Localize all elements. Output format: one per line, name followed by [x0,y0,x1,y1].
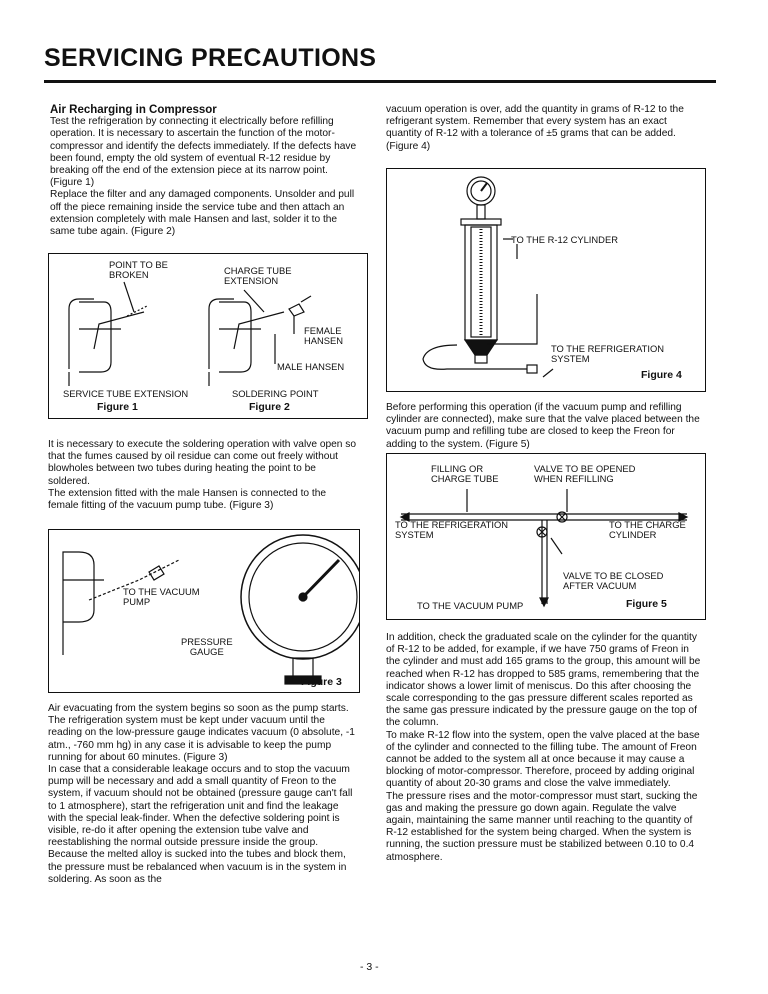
caption-figure-1: Figure 1 [97,401,138,413]
right-column-middle [386,402,704,451]
figure-4 [386,168,706,392]
caption-figure-2: Figure 2 [249,401,290,413]
left-paragraph-3: It is necessary to execute the soldering operation with valve open so that the fumes caused by oil residue can come out freely without blowholes between two tubes during heating the point to be soldered. [48,439,357,487]
label-filling-charge-tube: FILLING OR CHARGE TUBE [431,463,499,484]
label-female-hansen: FEMALE HANSEN [304,325,344,346]
caption-figure-5: Figure 5 [626,598,667,610]
left-paragraph-7: Because the melted alloy is sucked into the tubes and block them, the pressure must be rebalanced when vacuum is in the system in soldering. As soon as the [48,849,347,885]
label-service-tube-extension: SERVICE TUBE EXTENSION [63,388,189,399]
caption-figure-4: Figure 4 [641,369,682,381]
label-to-vacuum-pump: TO THE VACUUM PUMP [123,586,200,607]
caption-figure-3: Figure 3 [301,676,342,688]
left-paragraph-5: Air evacuating from the system begins so soon as the pump starts. The refrigeration system must be kept under vacuum until the reading on the low-pressure gauge indicates vacuum (0 absolute, -1 atm., -760 mm hg) in any case it is advisable to keep the pump running for about 60 minutes. (Figure 3) [48,703,355,763]
label-to-vacuum-pump: TO THE VACUUM PUMP [417,600,524,611]
figure-3 [48,529,360,693]
left-column-bottom [48,703,358,886]
label-male-hansen: MALE HANSEN [277,361,345,372]
left-column-top [50,104,358,238]
label-charge-tube-extension: CHARGE TUBE EXTENSION [224,265,292,286]
label-valve-closed: VALVE TO BE CLOSED AFTER VACUUM [563,570,664,591]
right-paragraph-4: To make R-12 flow into the system, open the valve placed at the base of the cylinder and connected to the filling tube. The amount of Freon cannot be added to the system all at once because it may cause a blocking of motor-compressor. Therefore, proceed by adding original quantity of about 20-30 grams and close the valve immediately. [386,729,700,790]
left-column-middle [48,439,358,512]
figure-5 [386,453,706,620]
page-title: SERVICING PRECAUTIONS [44,44,377,72]
label-to-r12-cylinder: TO THE R-12 CYLINDER [511,234,618,245]
right-paragraph-1: vacuum operation is over, add the quantity in grams of R-12 to the refrigerant system. Remember that every system has an exact quantity of R-12 with a tolerance of ±5 grams that can be added. (Figure 4) [386,104,684,152]
label-point-to-be-broken: POINT TO BE BROKEN [109,259,168,280]
left-paragraph-1: Test the refrigeration by connecting it electrically before refilling operation. It is necessary to ascertain the function of the motor-compressor and identify the defects immediately. If the defects have been found, empty the old system of eventual R-12 residue by breaking off the end of the extension piece at its narrow point. (Figure 1) [50,116,357,189]
left-paragraph-4: The extension fitted with the male Hansen is connected to the female fitting of the vacuum pump tube. (Figure 3) [48,487,327,512]
left-paragraph-6: In case that a considerable leakage occurs and to stop the vacuum pump will be necessary and add a small quantity of Freon to the system, if vacuum should not be obtained (pressure gauge can't fall to 1 atmosphere), start the refrigeration unit and find the leakage with the special leak-finder. When the defective soldering point is visible, re-do it after opening the extension tube valve and reestablishing the normal outside pressure inside the group. [48,764,353,849]
label-to-charge-cylinder: TO THE CHARGE CYLINDER [609,519,686,540]
label-to-refrigeration-system: TO THE REFRIGERATION SYSTEM [551,343,665,364]
figure-1-2 [48,253,368,419]
left-paragraph-2: Replace the filter and any damaged components. Unsolder and pull off the piece remaining inside the service tube and then attach an extension completely with male Hansen and last, solder it to the same tube again. (Figure 2) [50,189,355,238]
right-paragraph-5: The pressure rises and the motor-compressor must start, sucking the gas and making the pressure go down again. Regulate the valve again, maintaining the same manner until reaching to the quantity of R-12 established for the system being charged. When the system is running, the suction pressure must be stabilized between 0.10 to 0.4 atmosphere. [386,790,698,863]
right-paragraph-3: In addition, check the graduated scale on the cylinder for the quantity of R-12 to be added, for example, if we have 750 grams of Freon in the cylinder and must add 165 grams to the group, this amount will be reached when R-12 has dropped to 585 grams, remembering that the indicator shows a lower limit of meniscus. Do this after choosing the scale corresponding to the gas pressure different scales reported as the same gas pressure indicated by the pressure gauge on the top of the column. [386,632,701,729]
right-paragraph-2: Before performing this operation (if the vacuum pump and refilling cylinder are connected), make sure that the valve placed between the vacuum pump and refilling tube are closed to keep the Freon for adding to the system. (Figure 5) [386,402,700,450]
title-rule [44,80,716,83]
page-number: - 3 - [360,961,379,973]
section-heading: Air Recharging in Compressor [50,104,217,116]
label-to-refrigeration-system: TO THE REFRIGERATION SYSTEM [395,519,509,540]
label-pressure-gauge: PRESSURE GAUGE [181,636,233,657]
right-column-top [386,104,704,153]
label-soldering-point: SOLDERING POINT [232,388,319,399]
right-column-bottom [386,632,704,864]
label-valve-open: VALVE TO BE OPENED WHEN REFILLING [534,463,636,484]
figure-3-drawing [49,530,359,692]
